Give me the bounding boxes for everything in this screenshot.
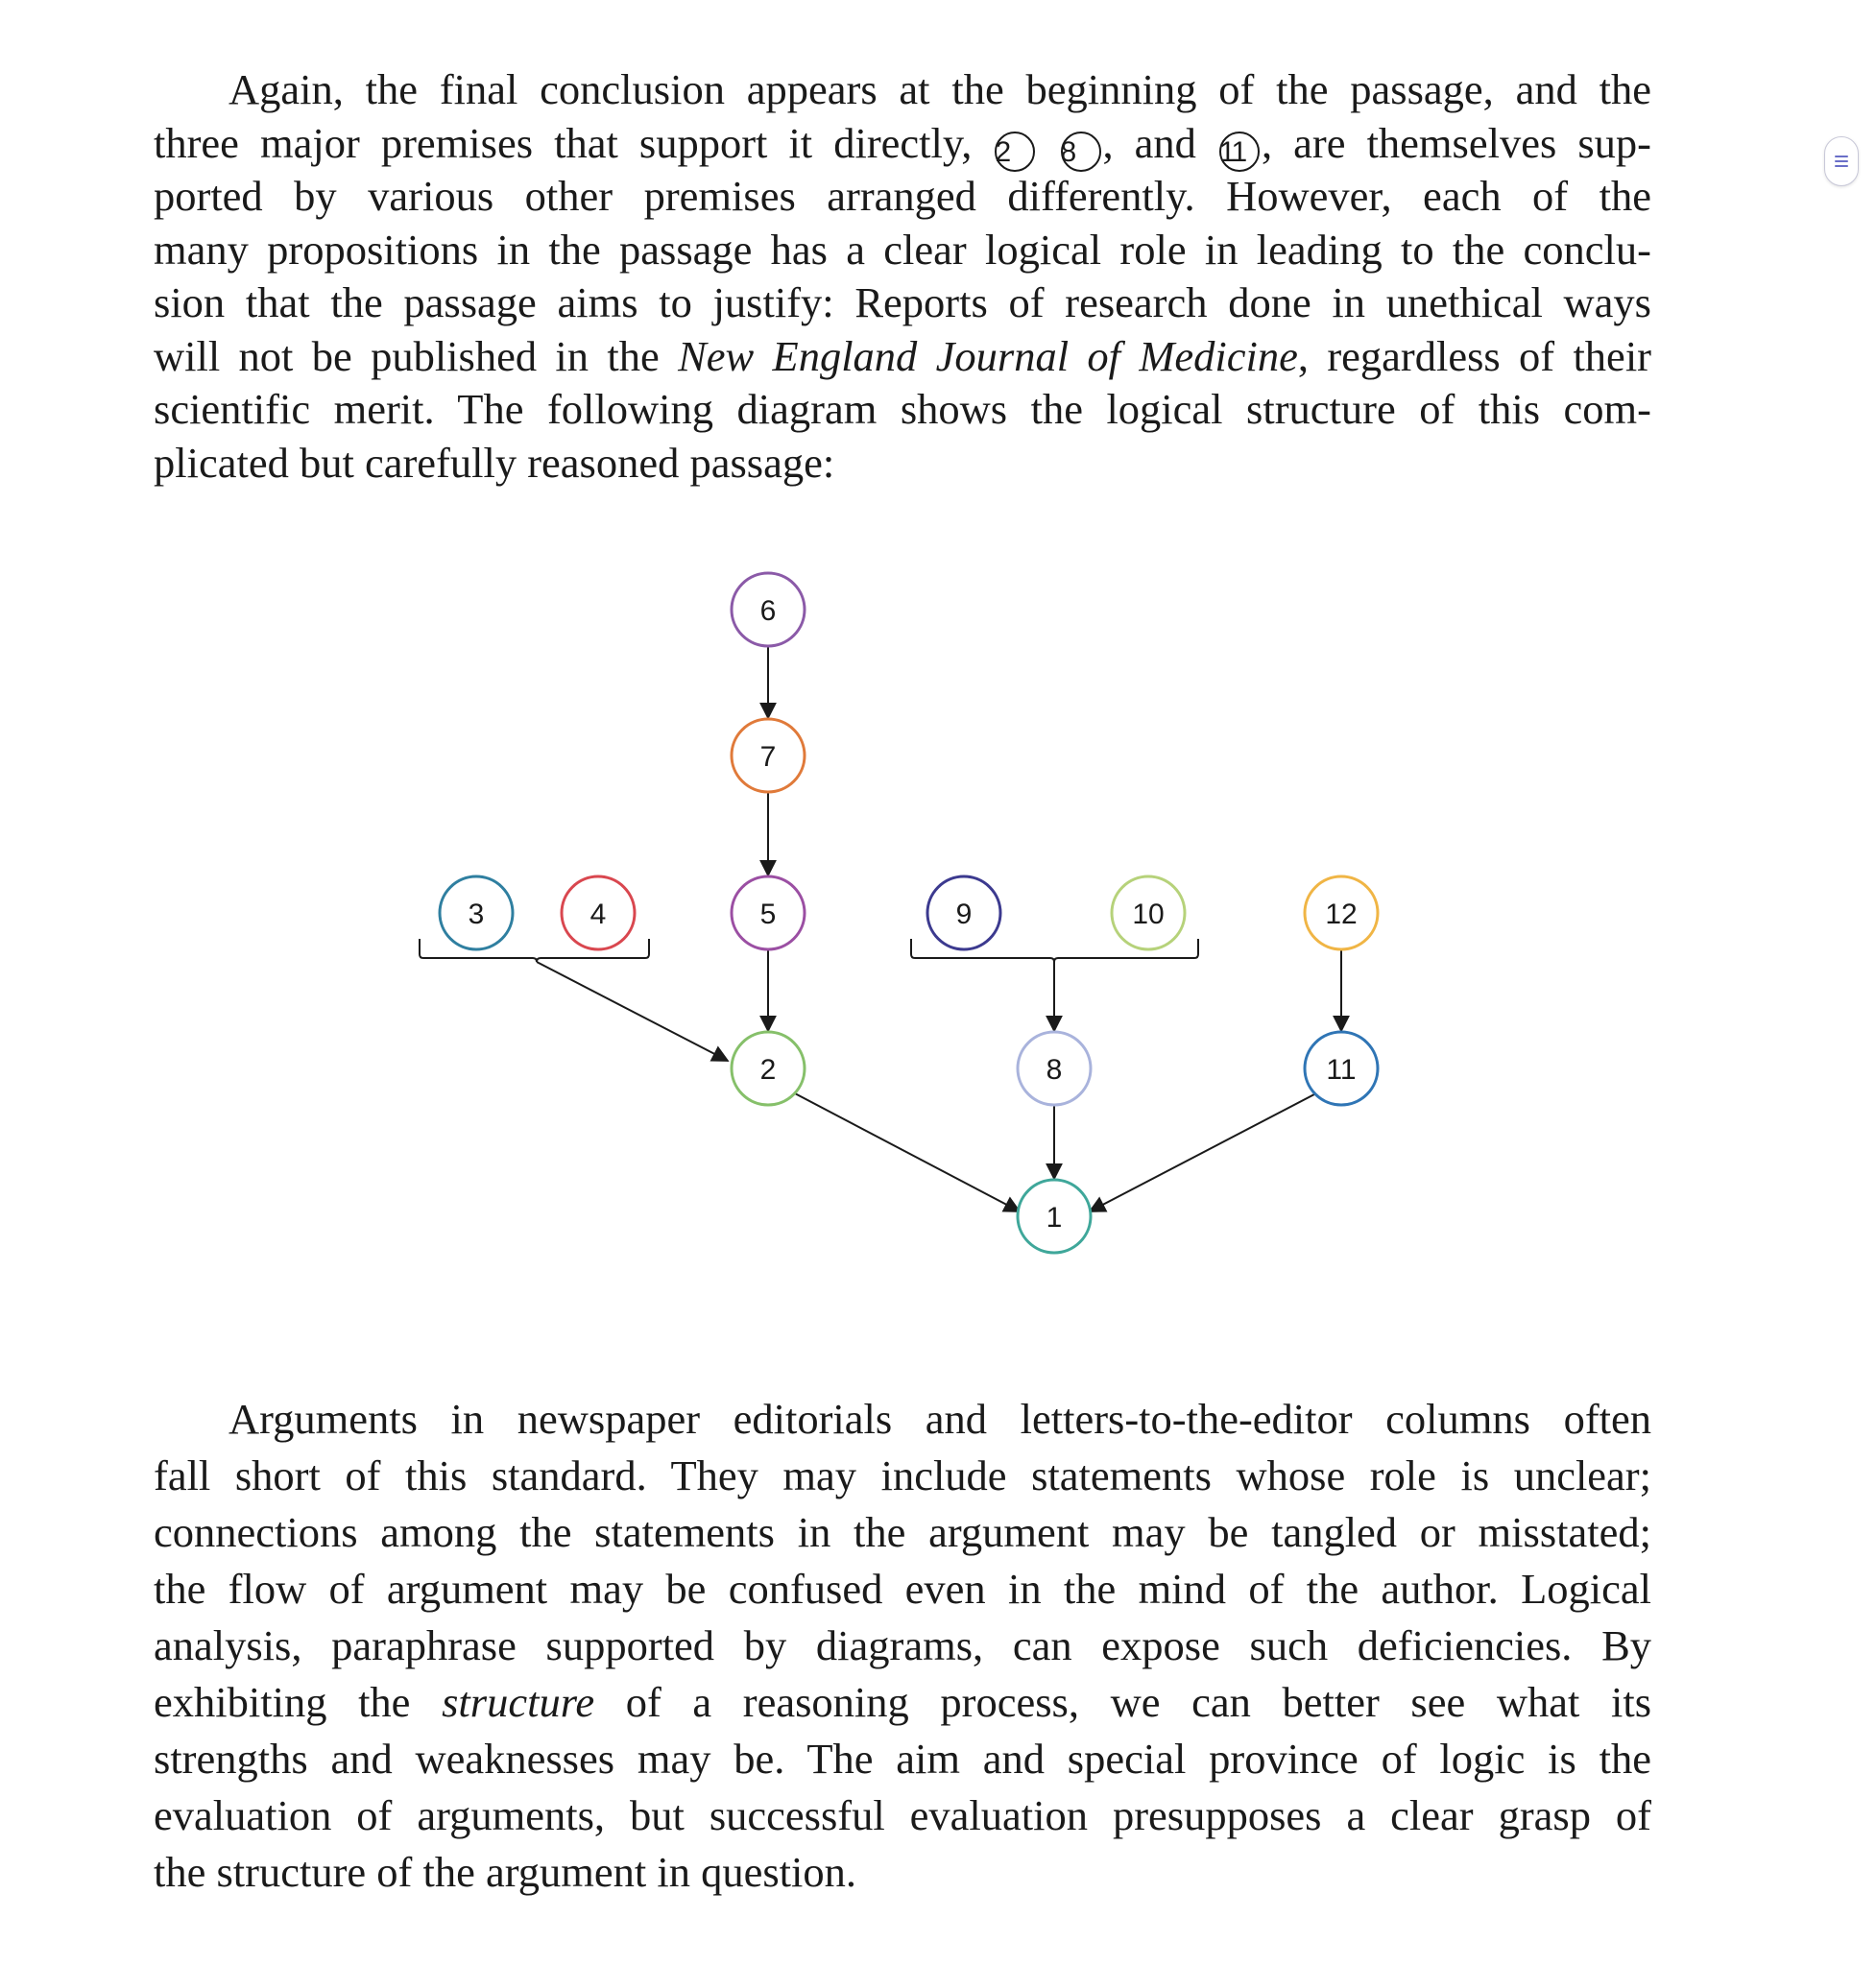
node-7 — [732, 719, 805, 792]
node-4 — [562, 876, 635, 949]
node-3 — [440, 876, 513, 949]
menu-bar — [1835, 160, 1848, 162]
edge-11-1 — [1090, 1094, 1314, 1211]
node-12 — [1305, 876, 1378, 949]
text-span: , are themselves sup- — [1262, 118, 1651, 167]
node-label: 6 — [759, 595, 777, 627]
text-line: fall short of this standard. They may include statements whose role is unclear; — [154, 1451, 1651, 1499]
node-label: 7 — [759, 741, 777, 773]
text-line — [154, 1674, 1651, 1731]
node-5 — [732, 876, 805, 949]
text-line: strengths and weaknesses may be. The aim and special province of logic is the — [154, 1735, 1651, 1783]
text-span: , and — [1102, 118, 1196, 167]
node-label: 9 — [955, 899, 973, 930]
text-line: scientific merit. The following diagram shows the logical structure of this com- — [154, 385, 1651, 433]
node-10 — [1112, 876, 1185, 949]
node-label: 10 — [1132, 899, 1165, 930]
text-line: the structure of the argument in question. — [154, 1848, 857, 1896]
node-label: 3 — [468, 899, 485, 930]
text-span: exhibiting the — [154, 1678, 411, 1726]
menu-bar — [1835, 165, 1848, 167]
node-label: 8 — [1046, 1054, 1063, 1086]
node-1 — [1018, 1180, 1091, 1253]
text-span: will not be published in the — [154, 331, 660, 380]
node-9 — [927, 876, 1000, 949]
journal-title: New England Journal of Medicine — [678, 331, 1298, 380]
premise-ref-8: 8 — [1061, 132, 1101, 172]
node-2 — [732, 1032, 805, 1105]
reader-menu-button[interactable] — [1824, 136, 1859, 186]
premise-ref-2: 2 — [995, 132, 1035, 172]
text-span: three major premises that support it directly, — [154, 118, 973, 167]
text-line: the flow of argument may be confused even in the mind of the author. Logical — [154, 1565, 1651, 1613]
node-label: 1 — [1046, 1202, 1063, 1234]
text-span: , regardless of their — [1297, 331, 1651, 380]
menu-bar — [1835, 156, 1848, 157]
text-line: sion that the passage aims to justify: Reports of research done in unethical ways — [154, 278, 1651, 326]
text-line: analysis, paraphrase supported by diagrams, can expose such deficiencies. By — [154, 1621, 1651, 1669]
node-label: 11 — [1326, 1054, 1357, 1086]
text-line: ported by various other premises arranged differently. However, each of the — [154, 172, 1651, 220]
text-span: of a reasoning process, we can better see what its — [625, 1678, 1652, 1726]
node-label: 12 — [1325, 899, 1358, 930]
paragraph-2 — [154, 1391, 1651, 1901]
node-8 — [1018, 1032, 1091, 1105]
text-line: connections among the statements in the argument may be tangled or misstated; — [154, 1508, 1651, 1556]
node-label: 2 — [759, 1054, 777, 1086]
menu-icon — [1835, 155, 1848, 168]
edge-34-2 — [537, 962, 728, 1061]
text-line: many propositions in the passage has a clear logical role in leading to the conclu- — [154, 225, 1651, 274]
node-label: 5 — [759, 899, 777, 930]
node-label: 4 — [589, 899, 607, 930]
node-11 — [1305, 1032, 1378, 1105]
text-line: plicated but carefully reasoned passage: — [154, 438, 835, 487]
node-6 — [732, 573, 805, 646]
text-line: Again, the final conclusion appears at the beginning of the passage, and the — [228, 65, 1651, 113]
edge-2-1 — [793, 1092, 1020, 1211]
premise-ref-11: 11 — [1219, 132, 1260, 172]
text-line: evaluation of arguments, but successful evaluation presupposes a clear grasp of — [154, 1791, 1651, 1839]
emphasis-structure: structure — [442, 1678, 595, 1726]
text-line: Arguments in newspaper editorials and letters-to-the-editor columns often — [228, 1395, 1651, 1443]
